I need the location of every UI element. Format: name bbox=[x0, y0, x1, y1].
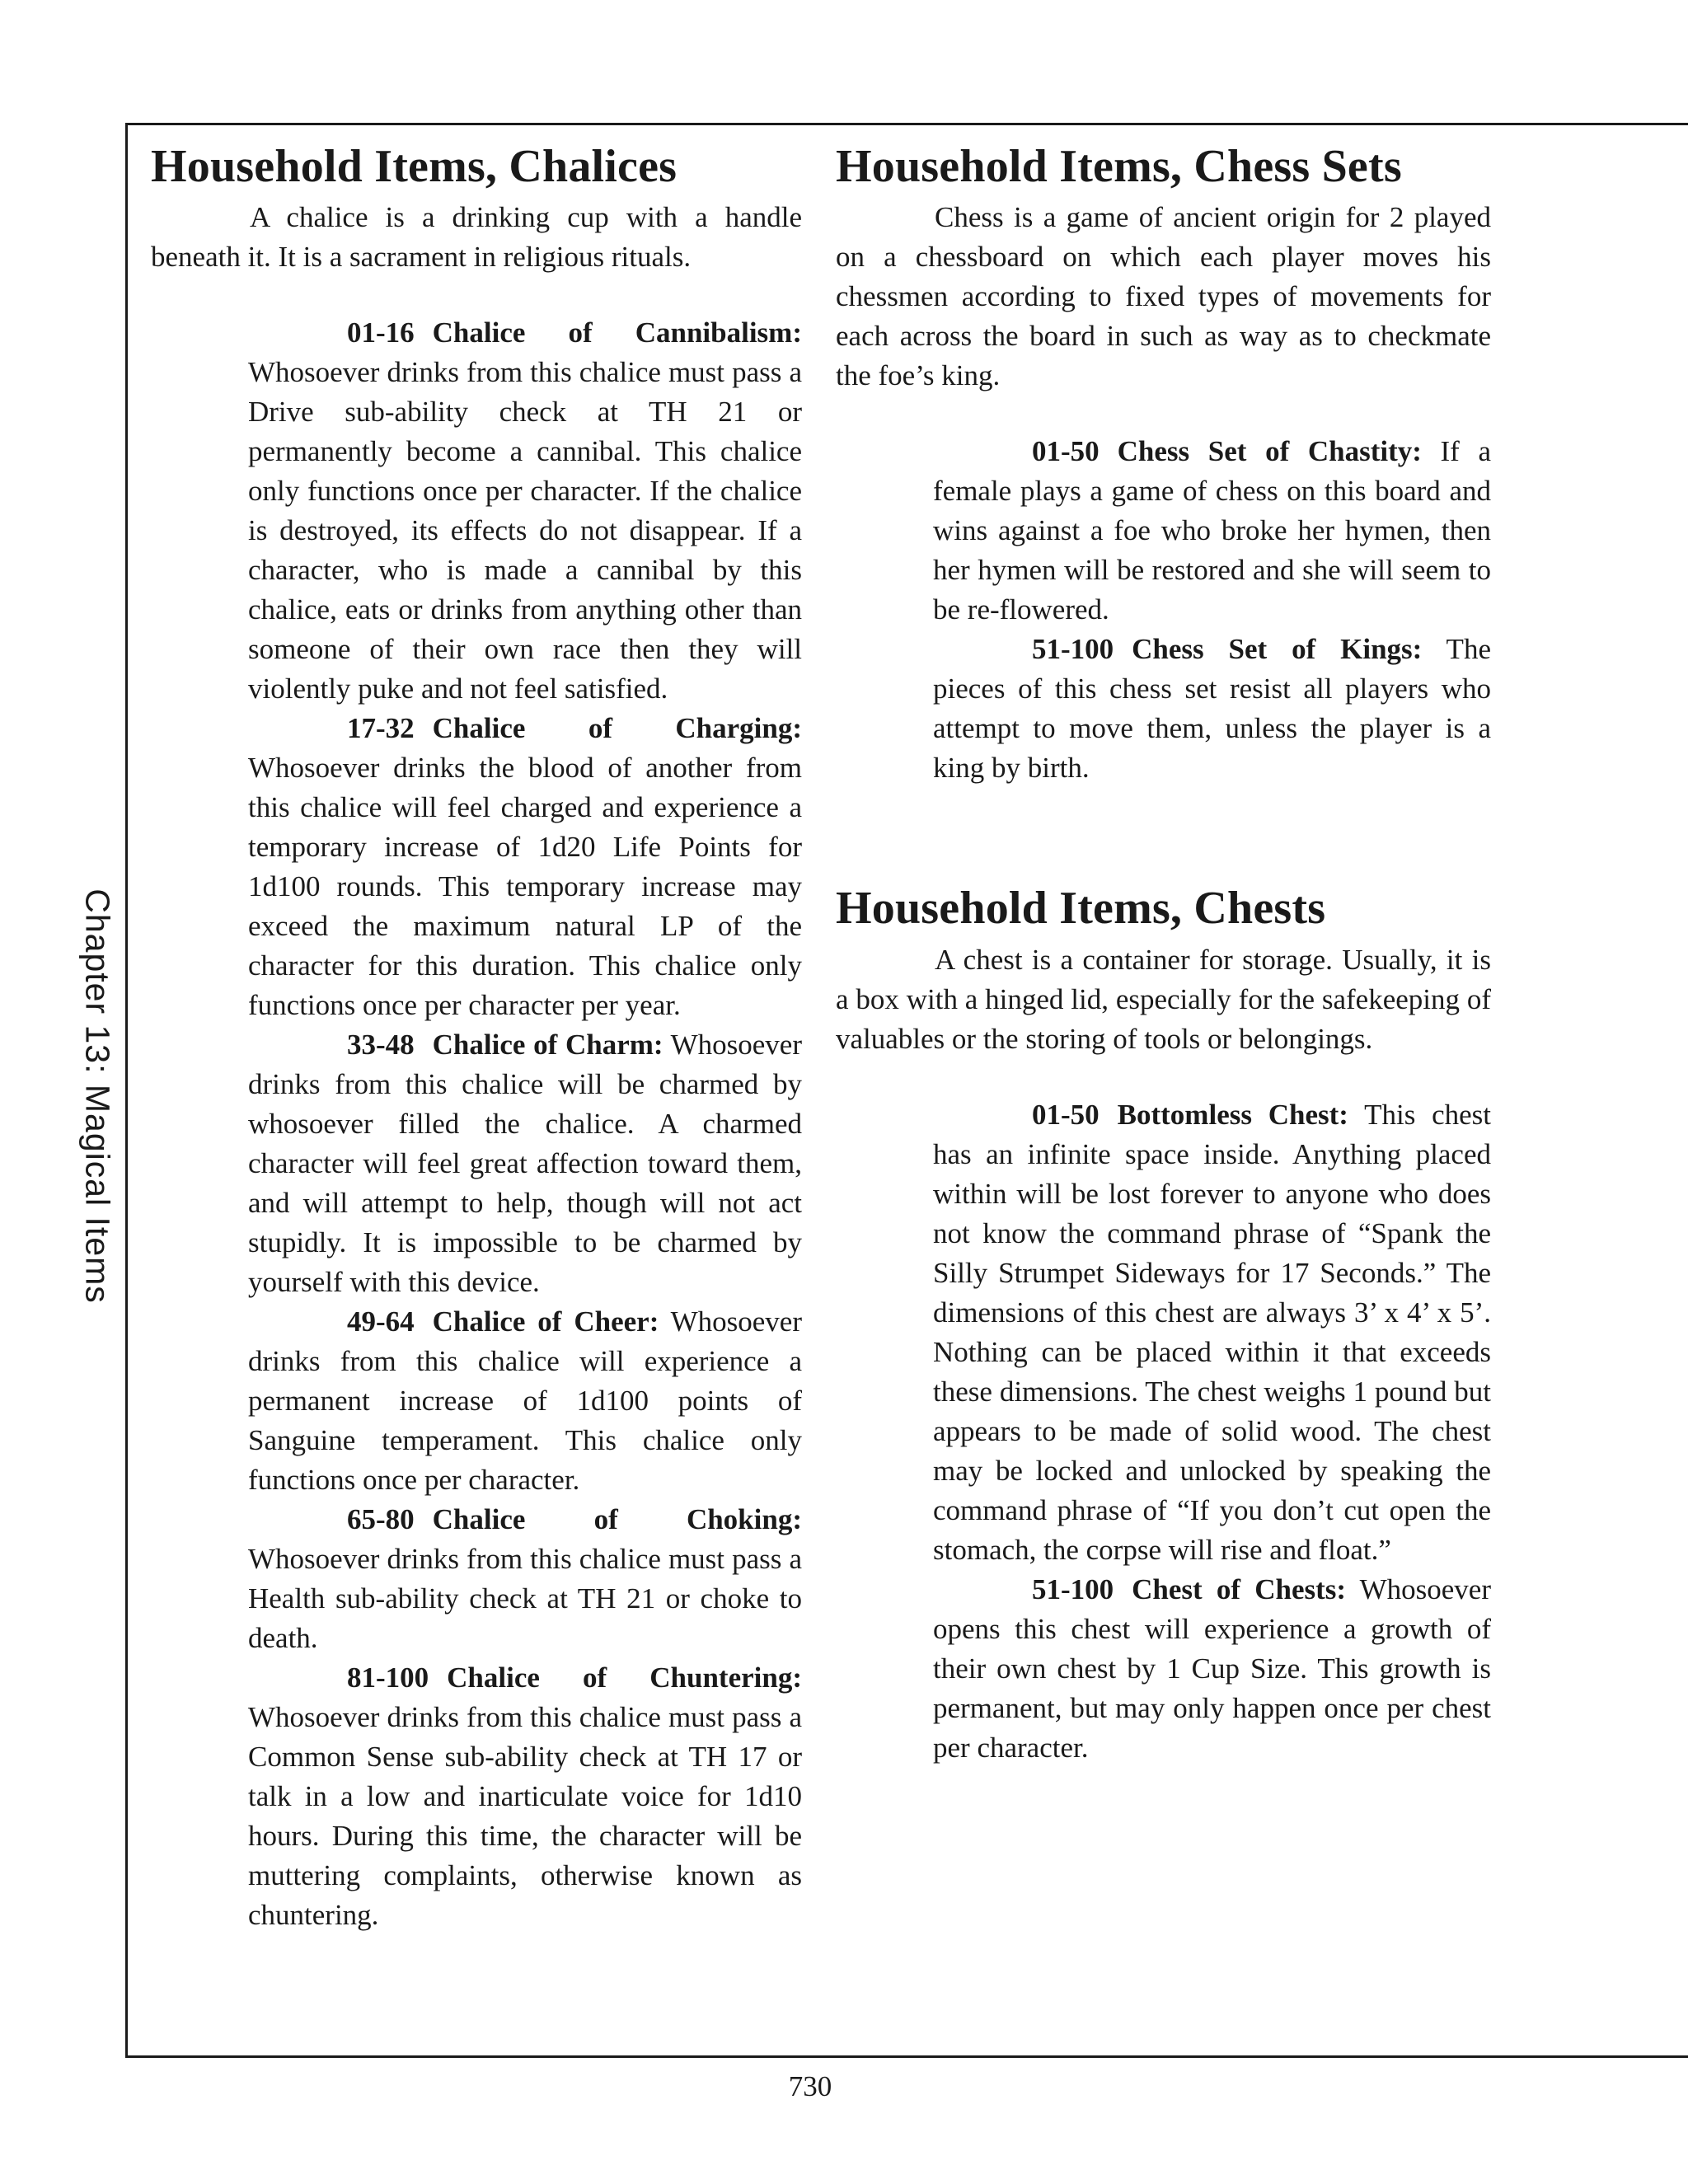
entry-list-chests bbox=[836, 1095, 1491, 1768]
frame-left-rule bbox=[125, 123, 128, 2055]
entry-roll-range: 01-50 bbox=[1032, 1098, 1100, 1131]
entry-chalice-of-chuntering bbox=[248, 1658, 802, 1935]
entry-chalice-of-cheer bbox=[248, 1302, 802, 1500]
right-column bbox=[836, 140, 1491, 1768]
entry-roll-range: 49-64 bbox=[347, 1305, 415, 1338]
entry-description: Whosoever drinks from this chalice will be charmed by whosoever filled the chalice. A charmed character will feel great affection toward them, and will attempt to help, though will not act stupidly. It is impossible to be charmed by yourself with this device. bbox=[248, 1029, 802, 1299]
entry-chalice-of-charging bbox=[248, 709, 802, 1025]
section-title-chess-sets: Household Items, Chess Sets bbox=[836, 141, 1402, 192]
entry-chalice-of-charm bbox=[248, 1025, 802, 1302]
entry-bottomless-chest bbox=[933, 1095, 1491, 1570]
entry-item-name: Chalice of Charm: bbox=[432, 1029, 663, 1062]
section-intro-chests: A chest is a container for storage. Usually, it is a box with a hinged lid, especially for the safekeeping of valuables or the storing of tools or belongings. bbox=[836, 943, 1491, 1055]
entry-item-name: Chalice of Cannibalism: bbox=[432, 316, 802, 349]
entry-item-name: Chalice of Chuntering: bbox=[447, 1661, 802, 1694]
entry-chalice-of-cannibalism bbox=[248, 313, 802, 709]
frame-bottom-rule bbox=[125, 2055, 1688, 2058]
entry-description: Whosoever drinks from this chalice must pass a Drive sub-ability check at TH 21 or permanently become a cannibal. This chalice only functions once per character. If the chalice is destroyed, its effects do not disappear. If a character, who is made a cannibal by this chalice, eats or drinks from anything other than someone of their own race then they will violently puke and not feel satisfied. bbox=[248, 356, 802, 705]
entry-roll-range: 65-80 bbox=[347, 1503, 415, 1536]
entry-item-name: Chalice of Cheer: bbox=[432, 1305, 659, 1338]
entry-roll-range: 17-32 bbox=[347, 712, 415, 745]
entry-chess-set-of-chastity bbox=[933, 432, 1491, 630]
entry-description: If a female plays a game of chess on this board and wins against a foe who broke her hymen, then her hymen will be restored and she will seem to be re-flowered. bbox=[933, 435, 1491, 626]
entry-list-chess-sets bbox=[836, 432, 1491, 788]
entry-chess-set-of-kings bbox=[933, 630, 1491, 788]
entry-roll-range: 33-48 bbox=[347, 1029, 415, 1062]
section-title-chalices: Household Items, Chalices bbox=[151, 141, 678, 192]
entry-description: Whosoever drinks from this chalice must pass a Health sub-ability check at TH 21 or choke to death. bbox=[248, 1543, 802, 1655]
page-number: 730 bbox=[788, 2070, 832, 2102]
entry-item-name: Chess Set of Kings: bbox=[1132, 633, 1423, 666]
entry-item-name: Chest of Chests: bbox=[1132, 1572, 1347, 1605]
chapter-side-tab-text: Chapter 13: Magical Items bbox=[78, 888, 117, 1304]
frame-top-rule bbox=[125, 123, 1688, 125]
entry-description: Whosoever drinks from this chalice will experience a permanent increase of 1d100 points of Sanguine temperament. This chalice only functions once per character. bbox=[248, 1305, 802, 1497]
section-spacer bbox=[836, 788, 1491, 882]
entry-item-name: Chalice of Charging: bbox=[432, 712, 802, 745]
left-column bbox=[151, 140, 802, 1935]
entry-roll-range: 01-50 bbox=[1032, 435, 1100, 468]
entry-roll-range: 81-100 bbox=[347, 1661, 429, 1694]
entry-description: Whosoever drinks from this chalice must pass a Common Sense sub-ability check at TH 17 or talk in a low and inarticulate voice for 1d10 hours. During this time, the character will be muttering complaints, otherwise known as chuntering. bbox=[248, 1701, 802, 1932]
entry-description: Whosoever opens this chest will experience a growth of their own chest by 1 Cup Size. This growth is permanent, but may only happen once per chest per character. bbox=[933, 1572, 1491, 1764]
entry-roll-range: 51-100 bbox=[1032, 633, 1114, 666]
section-intro-chalices: A chalice is a drinking cup with a handle beneath it. It is a sacrament in religious rituals. bbox=[151, 201, 802, 274]
entry-item-name: Chalice of Choking: bbox=[432, 1503, 802, 1536]
entry-chest-of-chests bbox=[933, 1570, 1491, 1768]
entry-chalice-of-choking bbox=[248, 1500, 802, 1658]
entry-item-name: Chess Set of Chastity: bbox=[1117, 435, 1422, 468]
entry-item-name: Bottomless Chest: bbox=[1117, 1098, 1348, 1131]
entry-roll-range: 51-100 bbox=[1032, 1572, 1114, 1605]
entry-description: The pieces of this chess set resist all players who attempt to move them, unless the player is a king by birth. bbox=[933, 633, 1491, 785]
entry-description: This chest has an infinite space inside. Anything placed within will be lost forever to anyone who does not know the command phrase of “Spank the Silly Strumpet Sideways for 17 Seconds.” The dimensions of this chest are always 3’ x 4’ x 5’. Nothing can be placed within it that exceeds these dimensions. The chest weighs 1 pound but appears to be made of solid wood. The chest may be locked and unlocked by speaking the command phrase of “If you don’t cut open the stomach, the corpse will rise and float.” bbox=[933, 1098, 1491, 1566]
entry-list-chalices bbox=[151, 313, 802, 1935]
section-title-chests: Household Items, Chests bbox=[836, 883, 1326, 935]
entry-description: Whosoever drinks the blood of another from this chalice will feel charged and experience a temporary increase of 1d20 Life Points for 1d100 rounds. This temporary increase may exceed the maximum natural LP of the character for this duration. This chalice only functions once per character per year. bbox=[248, 752, 802, 1022]
entry-roll-range: 01-16 bbox=[347, 316, 415, 349]
section-intro-chess-sets: Chess is a game of ancient origin for 2 played on a chessboard on which each player moves his chessmen according to fixed types of movements for each across the board in such as way as to checkmate the foe’s king. bbox=[836, 201, 1491, 392]
